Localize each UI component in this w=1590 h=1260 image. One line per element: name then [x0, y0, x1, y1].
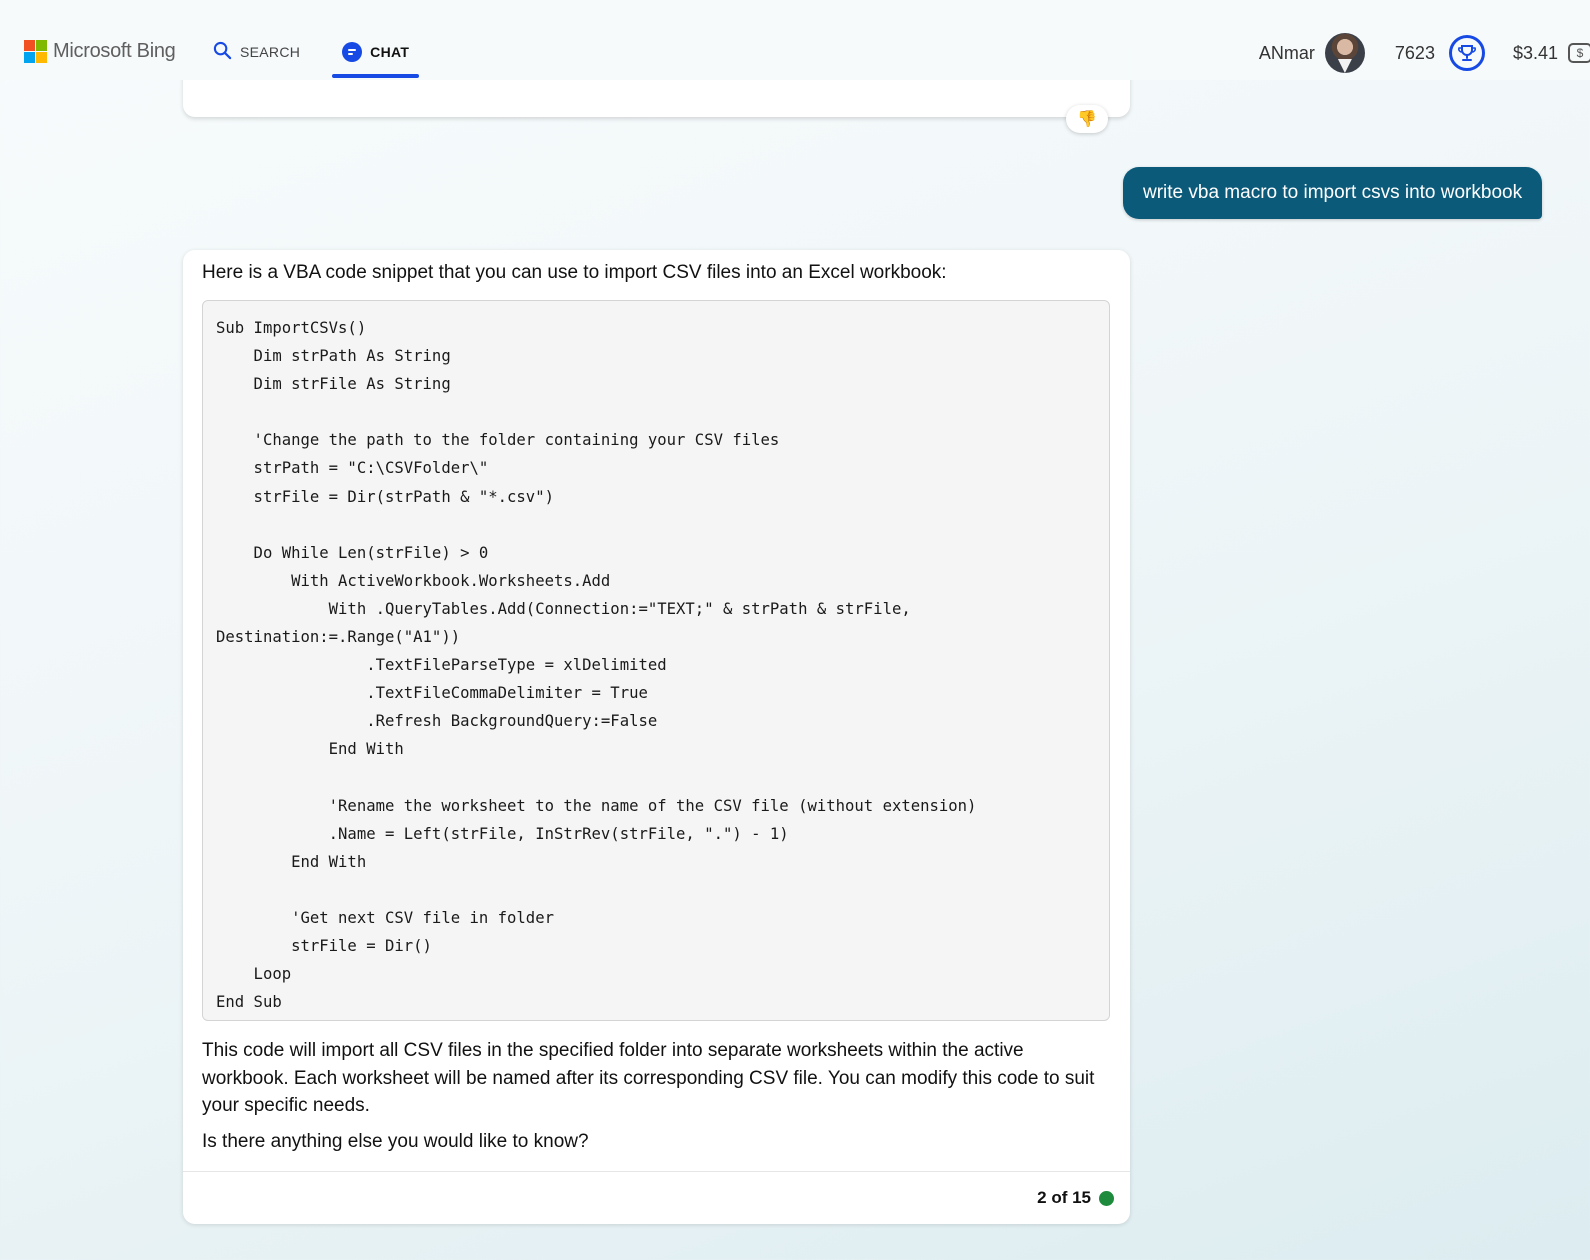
user-name[interactable]: ANmar — [1258, 42, 1315, 63]
avatar[interactable] — [1325, 33, 1365, 73]
bing-logo[interactable] — [24, 40, 176, 63]
response-footer — [183, 1171, 1130, 1224]
response-followup: Is there anything else you would like to know? — [202, 1131, 589, 1152]
status-dot — [1099, 1191, 1114, 1206]
tab-chat[interactable] — [332, 38, 419, 66]
response-explanation: This code will import all CSV files in the specified folder into separate worksheets within the active workbook. Each worksheet will be named after its corresponding CSV file. You can modify this code to suit your specific needs. — [202, 1040, 1095, 1116]
tab-search[interactable] — [213, 38, 300, 66]
chat-icon — [342, 42, 362, 62]
account-area — [1259, 32, 1590, 74]
balance[interactable]: $3.41 — [1512, 42, 1558, 63]
tab-chat-label: CHAT — [370, 44, 410, 60]
trophy-icon[interactable] — [1449, 35, 1485, 71]
turn-counter-text: 2 of 15 — [1037, 1188, 1091, 1207]
search-icon — [213, 41, 232, 63]
top-bar — [0, 0, 1590, 80]
turn-counter — [1037, 1188, 1114, 1208]
user-message: write vba macro to import csvs into workbook — [1123, 167, 1542, 219]
bot-response-card — [183, 250, 1130, 1224]
response-intro: Here is a VBA code snippet that you can use to import CSV files into an Excel workbook: — [202, 262, 947, 283]
main-nav — [213, 38, 419, 66]
rewards-points[interactable]: 7623 — [1394, 42, 1435, 63]
code-text: Sub ImportCSVs() Dim strPath As String Dim strFile As String 'Change the path to the folder containing your CSV files strPath = "C:\CSVFolder\" strFile = Dir(strPath & "*.csv") Do While Len(strFile) > 0 With ActiveWorkbook.Worksheets.Add With .QueryTables.Add(Connection:="TEXT;" & strPath & strFile, Destination:=.Range("A1")) .TextFileParseType = xlDelimited .TextFileCommaDelimiter = True .Refresh BackgroundQuery:=False End With 'Rename the worksheet to the name of the CSV file (without extension) .Name = Left(strFile, InStrRev(strFile, ".") - 1) End With 'Get next CSV file in folder strFile = Dir() Loop End Sub — [216, 319, 977, 1012]
thumbs-down-icon[interactable]: 👎 — [1066, 105, 1108, 133]
dollar-icon[interactable]: $ — [1568, 43, 1590, 63]
brand-text: Microsoft Bing — [53, 40, 176, 62]
code-block[interactable] — [202, 300, 1110, 1021]
tab-search-label: SEARCH — [240, 44, 301, 60]
microsoft-logo-icon — [24, 40, 47, 63]
